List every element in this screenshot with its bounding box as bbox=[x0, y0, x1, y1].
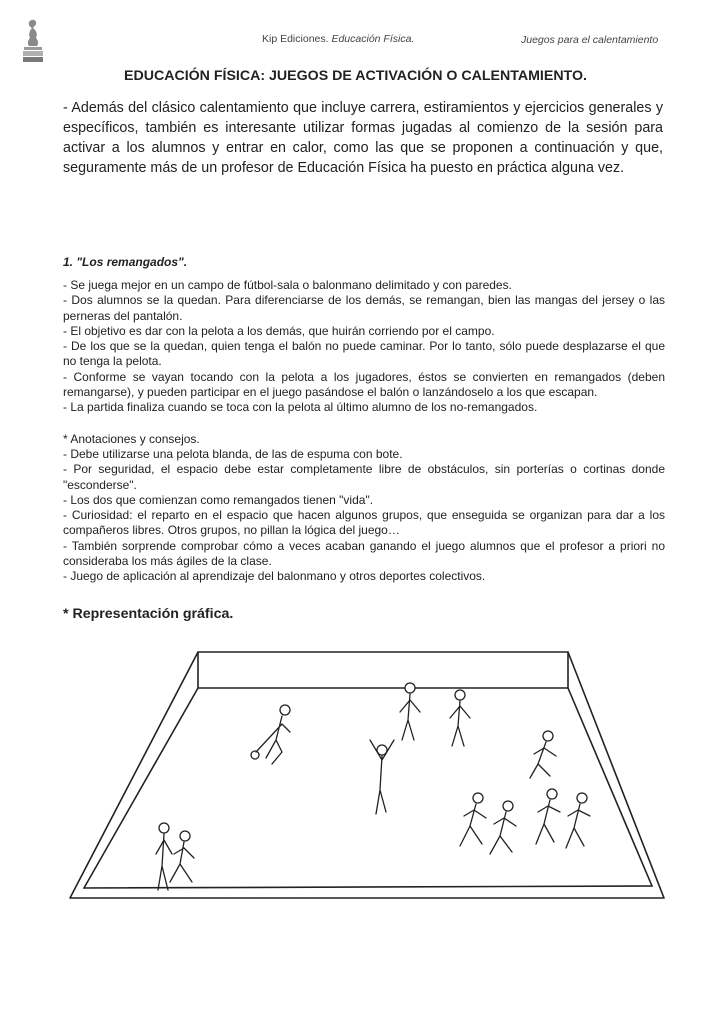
header-publisher bbox=[262, 33, 414, 45]
header-publisher-sub: Educación Física. bbox=[331, 33, 415, 45]
game-notes bbox=[63, 447, 665, 585]
player-figure bbox=[566, 793, 590, 848]
notes-title: * Anotaciones y consejos. bbox=[63, 432, 200, 446]
page-title: EDUCACIÓN FÍSICA: JUEGOS DE ACTIVACIÓN O CALENTAMIENTO. bbox=[124, 68, 587, 84]
publisher-logo-icon bbox=[20, 18, 46, 64]
rule-item: - De los que se la quedan, quien tenga el balón no puede caminar. Por lo tanto, sólo puede desplazarse el que no tenga la pelota. bbox=[63, 339, 665, 369]
player-figure bbox=[450, 690, 470, 746]
header-publisher-name: Kip Ediciones. bbox=[262, 33, 329, 45]
rule-item: - La partida finaliza cuando se toca con la pelota al último alumno de los no-remangados. bbox=[63, 400, 538, 415]
intro-paragraph: - Además del clásico calentamiento que incluye carrera, estiramientos y ejercicios generales y específicos, también es interesante utilizar formas jugadas al comienzo de la sesión para activar a los alumnos y entrar en calor, como las que se proponen a continuación y que, seguramente más de un profesor de Educación Física ha puesto en práctica alguna vez. bbox=[63, 100, 663, 176]
player-figure bbox=[156, 823, 172, 890]
player-figure bbox=[490, 801, 516, 854]
note-item: - Por seguridad, el espacio debe estar completamente libre de obstáculos, sin porterías o cortinas donde "esconderse". bbox=[63, 462, 665, 492]
game-rules bbox=[63, 278, 665, 416]
player-figure bbox=[460, 793, 486, 846]
player-figure bbox=[170, 831, 194, 882]
court-outline bbox=[70, 652, 664, 898]
court-back-wall bbox=[198, 652, 568, 688]
rule-item: - Se juega mejor en un campo de fútbol-sala o balonmano delimitado y con paredes. bbox=[63, 278, 512, 292]
game-title: 1. "Los remangados". bbox=[63, 255, 188, 269]
rule-item: - El objetivo es dar con la pelota a los demás, que huirán corriendo por el campo. bbox=[63, 323, 495, 338]
player-figure bbox=[536, 789, 560, 844]
note-item: - Debe utilizarse una pelota blanda, de las de espuma con bote. bbox=[63, 447, 403, 461]
player-figure bbox=[530, 731, 556, 778]
note-item: - Curiosidad: el reparto en el espacio que hacen algunos grupos, que enseguida se organizan para dar a los compañeros libres. Otros grupos, no pillan la lógica del juego… bbox=[63, 508, 665, 538]
rule-item: - Dos alumnos se la quedan. Para diferenciarse de los demás, se remangan, bien las mangas del jersey o las perneras del pantalón. bbox=[63, 293, 665, 323]
court-illustration bbox=[60, 640, 670, 910]
note-item: - Juego de aplicación al aprendizaje del balonmano y otros deportes colectivos. bbox=[63, 569, 486, 584]
header-section: Juegos para el calentamiento bbox=[521, 34, 659, 46]
note-item: - Los dos que comienzan como remangados tienen "vida". bbox=[63, 492, 374, 507]
note-item: - También sorprende comprobar cómo a veces acaban ganando el juego alumnos que el profesor a priori no consideraba los más ágiles de la clase. bbox=[63, 538, 665, 569]
player-figure bbox=[370, 740, 394, 814]
player-figure bbox=[400, 683, 420, 740]
player-figure bbox=[251, 705, 290, 764]
graphic-title: * Representación gráfica. bbox=[63, 606, 234, 622]
rule-item: - Conforme se vayan tocando con la pelota a los jugadores, éstos se convierten en remangados (deben remangarse), y pueden participar en el juego pasándose el balón o lanzándoselo a los que escapan. bbox=[63, 369, 665, 400]
